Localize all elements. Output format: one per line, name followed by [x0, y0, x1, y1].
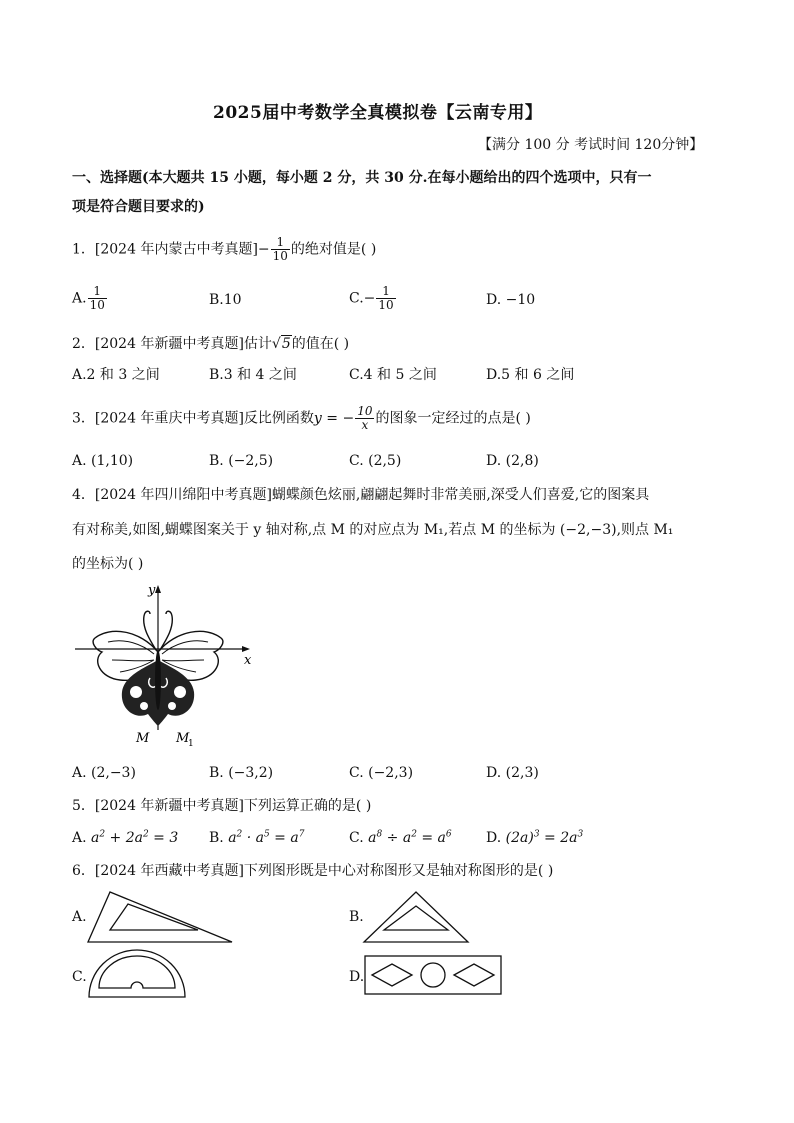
q1-option-a-label: A.	[72, 290, 87, 307]
question-2-stem	[72, 335, 349, 353]
section-heading-line2: 项是符合题目要求的)	[72, 199, 205, 215]
figure-m1-label: M	[176, 731, 190, 746]
q5-option-b-expr: $a^2 \cdot a^5 = a^7$	[223, 829, 305, 846]
q2-option-d[interactable]: D.5 和 6 之间	[486, 367, 575, 383]
butterfly-figure	[70, 580, 270, 755]
q6-option-a-label[interactable]: A.	[72, 909, 87, 925]
q3-stem-post: 的图象一定经过的点是( )	[375, 410, 531, 427]
q5-option-c[interactable]	[349, 829, 452, 847]
q1-option-a-fraction	[88, 285, 107, 312]
q1-frac-den: 10	[272, 249, 288, 263]
figure-m-label: M	[136, 731, 150, 746]
figure-x-label: x	[244, 653, 252, 668]
q1-option-c[interactable]	[349, 285, 397, 312]
q5-option-d[interactable]	[486, 829, 583, 847]
q3-option-d[interactable]: D. (2,8)	[486, 453, 539, 469]
question-4-line3: 的坐标为( )	[72, 556, 144, 572]
q1-option-c-label: C.−	[349, 290, 376, 307]
q1-option-b[interactable]: B.10	[209, 292, 242, 308]
exam-meta: 【满分 100 分 考试时间 120分钟】	[478, 137, 704, 153]
q6-option-d-label[interactable]: D.	[349, 969, 365, 985]
q6-option-c-label[interactable]: C.	[72, 969, 87, 985]
q6-option-d-figure[interactable]	[364, 955, 502, 995]
q2-option-b[interactable]: B.3 和 4 之间	[209, 367, 297, 383]
q6-option-b-label[interactable]: B.	[349, 909, 364, 925]
q1-option-a-num: 1	[88, 285, 107, 299]
question-4-line1: 4．[2024 年四川绵阳中考真题]蝴蝶颜色炫丽,翩翩起舞时非常美丽,深受人们喜爱,它的图案具	[72, 487, 650, 503]
q6-option-c-figure[interactable]	[87, 948, 187, 1000]
q1-fraction	[271, 236, 290, 263]
q4-option-c[interactable]: C. (−2,3)	[349, 765, 414, 781]
q4-option-d[interactable]: D. (2,3)	[486, 765, 539, 781]
q1-stem-pre: 1．[2024 年内蒙古中考真题]−	[72, 241, 270, 258]
q1-option-a-den: 10	[89, 298, 105, 312]
q3-frac-den: x	[361, 418, 369, 432]
q3-stem-pre: 3．[2024 年重庆中考真题]反比例函数	[72, 410, 314, 427]
q5-option-a[interactable]	[72, 829, 178, 847]
question-5-stem: 5．[2024 年新疆中考真题]下列运算正确的是( )	[72, 798, 372, 814]
sqrt-symbol: √	[271, 336, 281, 352]
q1-frac-num: 1	[271, 236, 290, 250]
q5-option-b-label: B.	[209, 830, 224, 846]
page-title: 2025届中考数学全真模拟卷【云南专用】	[213, 103, 543, 123]
question-6-stem: 6．[2024 年西藏中考真题]下列图形既是中心对称图形又是轴对称图形的是( )	[72, 863, 554, 879]
q6-option-b-figure[interactable]	[362, 890, 470, 945]
q4-option-a[interactable]: A. (2,−3)	[72, 765, 136, 781]
q5-option-d-label: D.	[486, 830, 502, 846]
figure-y-label: y	[148, 583, 156, 598]
q1-option-c-den: 10	[378, 298, 394, 312]
q4-option-b[interactable]: B. (−3,2)	[209, 765, 274, 781]
q5-option-a-label: A.	[72, 830, 87, 846]
q5-option-a-expr: $a^2 + 2a^2 = 3$	[86, 829, 179, 846]
q1-stem-post: 的绝对值是( )	[290, 241, 377, 258]
q2-stem-pre: 2．[2024 年新疆中考真题]估计	[72, 336, 272, 352]
q3-option-b[interactable]: B. (−2,5)	[209, 453, 274, 469]
q3-func-lhs: y = −	[313, 410, 355, 427]
q1-option-d[interactable]: D. −10	[486, 292, 536, 308]
q2-radicand: 5	[281, 336, 291, 352]
q5-option-b[interactable]	[209, 829, 304, 847]
q3-fraction	[355, 405, 374, 432]
q2-option-c[interactable]: C.4 和 5 之间	[349, 367, 437, 383]
figure-m1-subscript: 1	[188, 739, 194, 749]
q2-stem-post: 的值在( )	[291, 336, 350, 352]
q1-option-c-num: 1	[376, 285, 395, 299]
section-heading-line1: 一、选择题(本大题共 15 小题，每小题 2 分，共 30 分.在每小题给出的四个选项中，只有一	[72, 170, 652, 186]
q1-option-c-fraction	[376, 285, 395, 312]
q2-option-a[interactable]: A.2 和 3 之间	[72, 367, 160, 383]
q3-option-c[interactable]: C. (2,5)	[349, 453, 402, 469]
q3-option-a[interactable]: A. (1,10)	[72, 453, 134, 469]
q6-option-a-figure[interactable]	[86, 890, 236, 945]
q1-option-a[interactable]	[72, 285, 108, 312]
q5-option-d-expr: $(2a)^3 = 2a^3$	[501, 829, 584, 846]
q3-frac-num: 10	[357, 404, 373, 418]
question-1-stem	[72, 236, 376, 263]
question-4-line2: 有对称美,如图,蝴蝶图案关于 y 轴对称,点 M 的对应点为 M₁,若点 M 的坐标为 (−2,−3),则点 M₁	[72, 522, 674, 538]
question-3-stem	[72, 405, 531, 432]
q5-option-c-label: C.	[349, 830, 364, 846]
q5-option-c-expr: $a^8 \div a^2 = a^6$	[363, 829, 452, 846]
